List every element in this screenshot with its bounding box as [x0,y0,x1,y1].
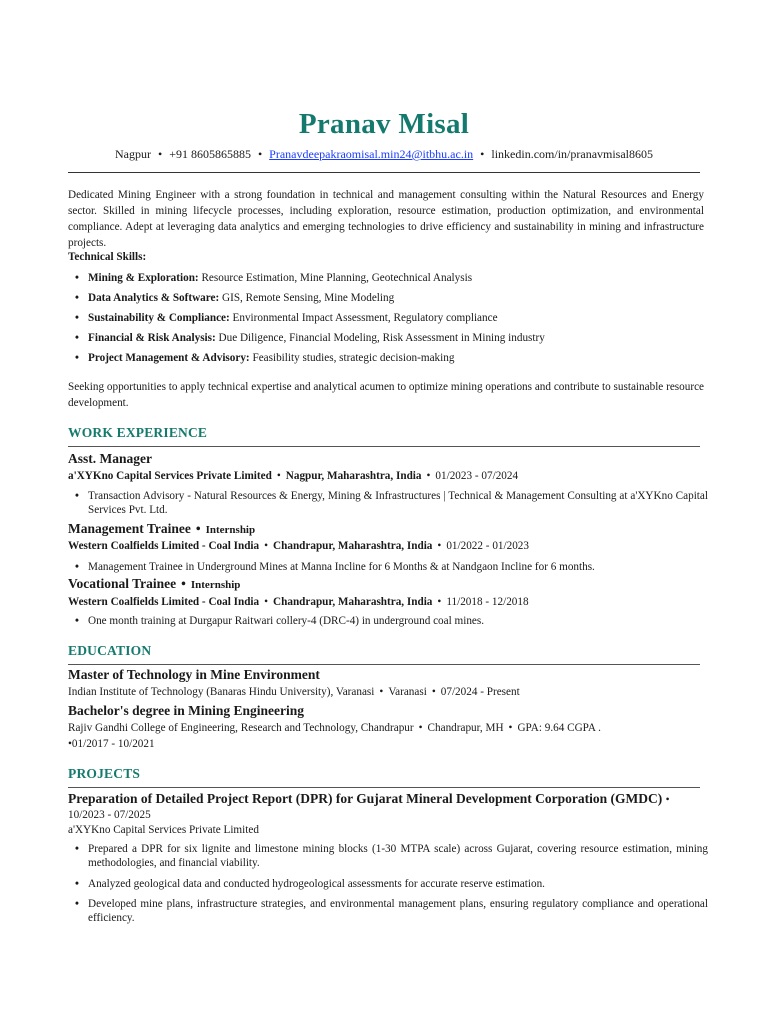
education-city: Chandrapur, MH [427,722,504,734]
location-text: Nagpur [114,147,151,161]
job-meta [68,470,518,482]
separator-dot: • [264,540,269,552]
job-org: Western Coalfields Limited - Coal India [68,540,260,552]
job-title: Vocational Trainee [68,576,177,591]
separator-dot: • [665,794,670,806]
skill-value: Due Diligence, Financial Modeling, Risk Assessment in Mining industry [215,332,545,344]
job-bullet: • Management Trainee in Underground Mines at Manna Incline for 6 Months & at Nandgaon Incline for 6 months. [68,560,708,574]
section-title-education: EDUCATION [68,643,152,658]
job-title-row [68,521,255,537]
skill-item [68,348,704,368]
separator-dot: • [257,147,263,161]
job-location: Nagpur, Maharashtra, India [285,470,422,482]
separator-dot: • [264,596,269,608]
project-org: a'XYKno Capital Services Private Limited [68,824,259,836]
project-dates: 10/2023 - 07/2025 [68,809,151,821]
job-title-row [68,576,240,592]
skills-list [68,268,704,368]
education-dates: 01/2017 - 10/2021 [71,738,155,750]
skill-label: Data Analytics & Software: [88,292,220,304]
institution: Rajiv Gandhi College of Engineering, Research and Technology, Chandrapur [68,722,414,734]
separator-dot: • [195,521,201,536]
project-title [68,792,700,822]
separator-dot: • [426,470,431,482]
section-divider [68,664,700,665]
section-title-projects: PROJECTS [68,766,141,781]
technical-skills-label: Technical Skills: [68,251,147,263]
skill-label: Financial & Risk Analysis: [88,332,216,344]
job-meta [68,596,529,608]
section-title-experience: WORK EXPERIENCE [68,425,208,440]
education-dates-row [68,738,155,750]
candidate-name: Pranav Misal [298,108,470,140]
separator-dot: • [418,722,423,734]
section-divider [68,787,700,788]
section-divider [68,446,700,447]
project-bullet: • Prepared a DPR for six lignite and limestone mining blocks (1-30 MTPA scale) across Gujarat, covering resource estimation, mining methodologies, and financial viability. [68,842,708,870]
email-link[interactable]: Pranavdeepakraomisal.min24@itbhu.ac.in [269,147,474,161]
project-bullet: • Developed mine plans, infrastructure strategies, and environmental management plans, ensuring regulatory compliance and operational efficiency. [68,897,708,925]
job-meta [68,540,529,552]
skill-value: GIS, Remote Sensing, Mine Modeling [219,292,395,304]
job-org: Western Coalfields Limited - Coal India [68,596,260,608]
job-location: Chandrapur, Maharashtra, India [273,596,433,608]
skill-label: Sustainability & Compliance: [88,312,230,324]
skill-item [68,288,704,308]
separator-dot: • [379,686,384,698]
job-title: Management Trainee [68,521,191,536]
education-gpa: GPA: 9.64 CGPA [517,722,596,734]
summary-paragraph: Dedicated Mining Engineer with a strong foundation in technical and management consulting within the Natural Resources and Energy sector. Skilled in mining lifecycle processes, including exploration, resource estimation, production optimization, and environmental compliance. Adept at leveraging data analytics and emerging technologies to drive efficiency and sustainability in mining and infrastructure projects. [68,189,704,249]
skill-item [68,308,704,328]
job-bullet: • One month training at Durgapur Raitwari collery-4 (DRC-4) in underground coal mines. [68,614,708,628]
separator-dot: • [480,147,485,161]
job-dates: 01/2022 - 01/2023 [446,540,529,552]
skill-value: Environmental Impact Assessment, Regulatory compliance [229,312,498,324]
separator-dot: • [431,686,436,698]
job-type-tag: Internship [190,579,241,591]
job-dates: 11/2018 - 12/2018 [446,596,529,608]
contact-line [68,147,700,162]
separator-dot: • [508,722,513,734]
separator-dot: • [181,576,186,591]
phone-text: +91 8605865885 [169,147,251,161]
separator-dot: • [68,738,72,750]
job-dates: 01/2023 - 07/2024 [435,470,519,482]
skill-label: Mining & Exploration: [88,272,199,284]
job-type-tag: Internship [205,524,256,536]
skill-item [68,328,704,348]
separator-dot: • [437,596,442,608]
project-bullet: • Analyzed geological data and conducted hydrogeological assessments for accurate reserve estimation. [68,877,708,891]
linkedin-link[interactable]: linkedin.com/in/pranavmisal8605 [491,147,654,161]
skill-item [68,268,704,288]
header-divider [68,172,700,173]
education-meta [68,686,520,698]
project-name: Preparation of Detailed Project Report (DPR) for Gujarat Mineral Development Corporation (GMDC) [68,791,663,806]
separator-dot: • [437,540,442,552]
degree-title: Master of Technology in Mine Environment [68,667,320,682]
skill-label: Project Management & Advisory: [88,352,250,364]
education-city: Varanasi [388,686,427,698]
job-title: Asst. Manager [68,451,152,466]
education-dates: 07/2024 - Present [440,686,520,698]
degree-title: Bachelor's degree in Mining Engineering [68,703,304,718]
separator-dot: • [157,147,163,161]
job-bullet: • Transaction Advisory - Natural Resources & Energy, Mining & Infrastructures | Technical & Management Consulting at a'XYKno Capital Services Pvt. Ltd. [68,489,708,517]
institution: Indian Institute of Technology (Banaras Hindu University), Varanasi [68,686,375,698]
skill-value: Resource Estimation, Mine Planning, Geotechnical Analysis [198,272,473,284]
job-location: Chandrapur, Maharashtra, India [273,540,433,552]
separator-dot: • [276,470,281,482]
objective-paragraph: Seeking opportunities to apply technical expertise and analytical acumen to optimize mining operations and contribute to sustainable resource development. [68,381,704,409]
education-meta: Rajiv Gandhi College of Engineering, Research and Technology, Chandrapur • Chandrapur, MH • GPA: 9.64 CGPA . [68,722,601,734]
job-org: a'XYKno Capital Services Private Limited [68,470,272,482]
skill-value: Feasibility studies, strategic decision-making [249,352,455,364]
